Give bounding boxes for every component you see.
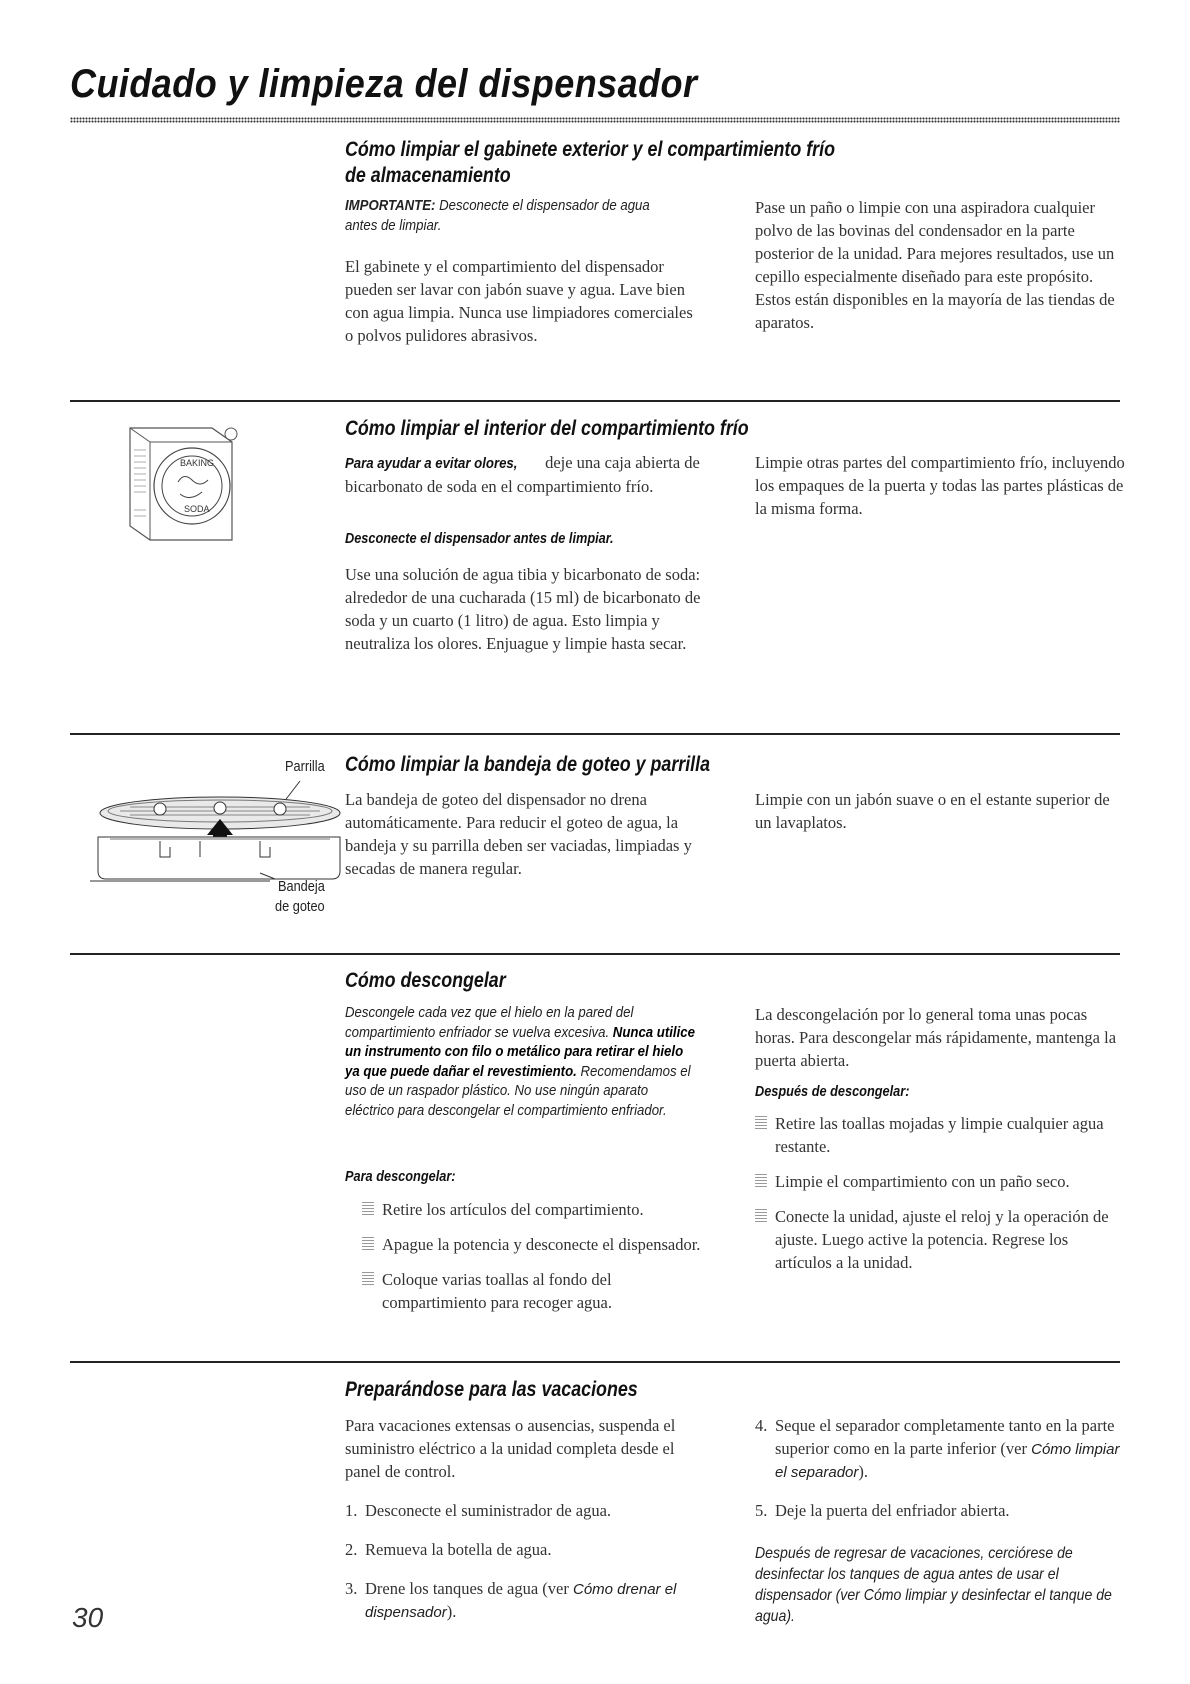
divider [70, 1361, 1120, 1363]
divider [70, 733, 1120, 735]
vacation-steps-right [755, 1414, 1125, 1538]
section-vacation-heading: Preparándose para las vacaciones [345, 1378, 638, 1401]
defrost-warning-1: Descongele cada vez que el hielo en la pared del compartimiento enfriador se vuelva excesiva. [345, 1004, 634, 1041]
defrost-warning-bold: Nunca utilice un instrumento con filo o metálico para retirar el hielo ya que puede dañar el revestimiento. [345, 1023, 695, 1080]
important-note [345, 196, 679, 236]
section-interior-heading: Cómo limpiar el interior del compartimiento frío [345, 417, 749, 440]
defrost-right-para: La descongelación por lo general toma unas pocas horas. Para descongelar más rápidamente, mantenga la puerta abierta. [755, 1005, 1117, 1070]
section-exterior-heading-line2: de almacenamiento [345, 164, 511, 187]
exterior-left-para: El gabinete y el compartimiento del dispensador pueden ser lavar con jabón suave y agua. Lave bien con agua limpia. Nunca use limpiadores comerciales o polvos pulidores abrasivos. [345, 257, 693, 345]
to-defrost-list [362, 1198, 707, 1326]
disconnect-heading: Desconecte el dispensador antes de limpiar. [345, 530, 614, 547]
important-text: Desconecte el dispensador de agua antes de limpiar. [345, 197, 650, 234]
defrost-warning [345, 1003, 697, 1120]
tray-label-2: de goteo [275, 898, 325, 915]
section-tray-heading: Cómo limpiar la bandeja de goteo y parrilla [345, 753, 711, 776]
odor-para [345, 451, 705, 498]
section-defrost-heading: Cómo descongelar [345, 969, 506, 992]
bullet-icon [755, 1116, 767, 1129]
divider [70, 400, 1120, 402]
box-label-soda: SODA [184, 504, 210, 514]
page-number: 30 [72, 1602, 104, 1633]
after-defrost-heading: Después de descongelar: [755, 1083, 910, 1100]
bullet-icon [755, 1209, 767, 1222]
bullet-icon [362, 1202, 374, 1215]
list-item: Retire los artículos del compartimiento. [362, 1198, 707, 1221]
title-dotted-rule [70, 117, 1120, 123]
list-item: Conecte la unidad, ajuste el reloj y la operación de ajuste. Luego active la potencia. Regrese los artículos a la unidad. [755, 1205, 1120, 1274]
bullet-icon [362, 1237, 374, 1250]
section-exterior-heading-line1: Cómo limpiar el gabinete exterior y el compartimiento frío [345, 138, 835, 161]
after-defrost-list [755, 1112, 1120, 1286]
list-item: Apague la potencia y desconecte el dispensador. [362, 1233, 707, 1256]
tray-label-1: Bandeja [278, 878, 325, 895]
bullet-icon [755, 1174, 767, 1187]
grille-label: Parrilla [285, 758, 325, 775]
list-item: 1. Desconecte el suministrador de agua. [345, 1501, 612, 1520]
exterior-right-para: Pase un paño o limpie con una aspiradora cualquier polvo de las bovinas del condensador en la parte posterior de la unidad. Para mejores resultados, use un cepillo especialmente diseñado para este propósito. Estos están disponibles en la mayoría de las tiendas de aparatos. [755, 198, 1115, 332]
list-item: 3. Drene los tanques de agua (ver Cómo drenar el dispensador). [345, 1579, 677, 1621]
tray-left-para: La bandeja de goteo del dispensador no drena automáticamente. Para reducir el goteo de agua, la bandeja y su parrilla deben ser vaciadas, limpiadas y secadas de manera regular. [345, 790, 692, 878]
baking-soda-box-illustration [120, 420, 245, 550]
defrost-warning-2: Recomendamos el uso de un raspador plástico. No use ningún aparato eléctrico para descongelar el compartimiento enfriador. [345, 1062, 691, 1119]
list-item: Retire las toallas mojadas y limpie cualquier agua restante. [755, 1112, 1120, 1158]
vacation-intro: Para vacaciones extensas o ausencias, suspenda el suministro eléctrico a la unidad completa desde el panel de control. [345, 1416, 676, 1481]
to-defrost-heading: Para descongelar: [345, 1168, 456, 1185]
list-item: 2. Remueva la botella de agua. [345, 1540, 552, 1559]
divider [70, 953, 1120, 955]
drip-tray-illustration [90, 775, 350, 895]
page-title: Cuidado y limpieza del dispensador [70, 62, 698, 106]
bullet-icon [362, 1272, 374, 1285]
solution-para: Use una solución de agua tibia y bicarbonato de soda: alrededor de una cucharada (15 ml) de bicarbonato de soda y un cuarto (1 litro) de agua. Esto limpia y neutraliza los olores. Enjuague y limpie hasta secar. [345, 565, 701, 653]
after-vacation-note: Después de regresar de vacaciones, cerciórese de desinfectar los tanques de agua antes de usar el dispensador (ver Cómo limpiar y desinfectar el tanque de agua). [755, 1545, 1112, 1625]
interior-right-para: Limpie otras partes del compartimiento frío, incluyendo los empaques de la puerta y todas las partes plásticas de la misma forma. [755, 453, 1125, 518]
list-item: 4. Seque el separador completamente tanto en la parte superior como en la parte inferior (ver Cómo limpiar el separador). [755, 1416, 1120, 1481]
box-label-baking: BAKING [180, 458, 215, 468]
odor-text: deje una caja abierta de bicarbonato de soda en el compartimiento frío. [345, 453, 700, 496]
list-item: Limpie el compartimiento con un paño seco. [755, 1170, 1120, 1193]
important-label: IMPORTANTE: [345, 197, 436, 214]
tray-right-para: Limpie con un jabón suave o en el estante superior de un lavaplatos. [755, 790, 1110, 832]
list-item: Coloque varias toallas al fondo del compartimiento para recoger agua. [362, 1268, 707, 1314]
odor-label: Para ayudar a evitar olores, [345, 455, 518, 472]
vacation-steps-left [345, 1499, 705, 1639]
section-exterior-heading [345, 137, 1110, 189]
list-item: 5. Deje la puerta del enfriador abierta. [755, 1501, 1010, 1520]
